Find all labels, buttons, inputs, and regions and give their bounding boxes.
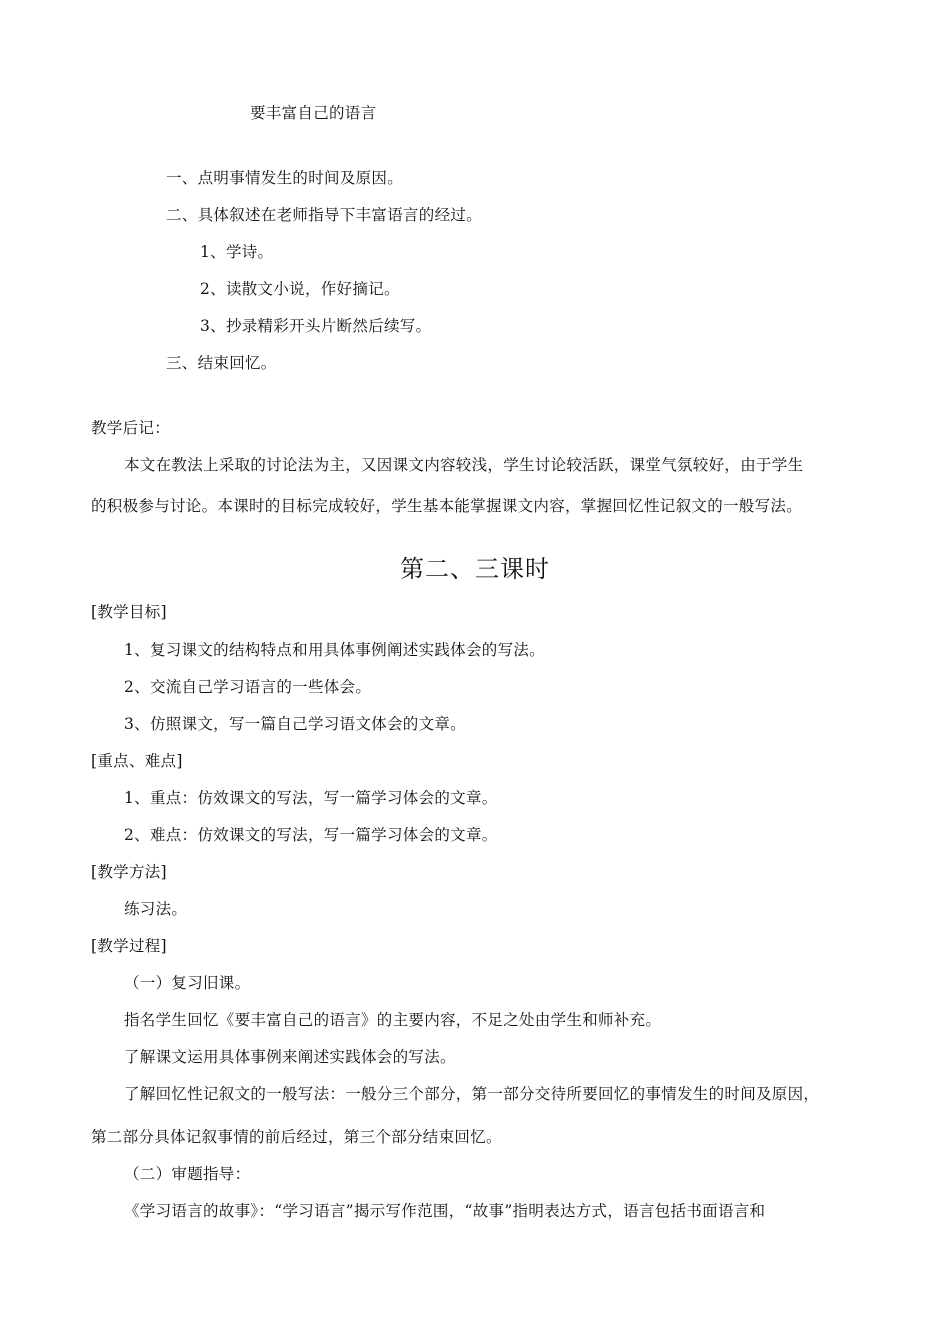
method-text: 练习法。 — [124, 900, 188, 918]
lesson-title: 第二、三课时 — [400, 555, 550, 583]
review-line: 了解课文运用具体事例来阐述实践体会的写法。 — [124, 1048, 456, 1066]
review-line: 了解回忆性记叙文的一般写法：一般分三个部分，第一部分交待所要回忆的事情发生的时间及原因， — [124, 1085, 820, 1103]
key-points-label: [重点、难点] — [91, 752, 183, 770]
topic-heading: （二）审题指导： — [124, 1165, 251, 1183]
goal-item: 2、交流自己学习语言的一些体会。 — [124, 678, 372, 696]
process-label: [教学过程] — [91, 937, 167, 955]
topic-line: 《学习语言的故事》：“学习语言”揭示写作范围，“故事”指明表达方式，语言包括书面语言和 — [124, 1202, 766, 1220]
afterword-heading: 教学后记： — [91, 419, 171, 437]
outline-item: 三、结束回忆。 — [166, 354, 277, 372]
method-label: [教学方法] — [91, 863, 167, 881]
key-point-item: 2、难点：仿效课文的写法，写一篇学习体会的文章。 — [124, 826, 498, 844]
outline-item: 二、具体叙述在老师指导下丰富语言的经过。 — [166, 206, 483, 224]
goals-label: [教学目标] — [91, 603, 167, 621]
outline-title: 要丰富自己的语言 — [250, 104, 377, 122]
outline-subitem: 1、学诗。 — [200, 243, 274, 261]
goal-item: 1、复习课文的结构特点和用具体事例阐述实践体会的写法。 — [124, 641, 545, 659]
afterword-line: 本文在教法上采取的讨论法为主，又因课文内容较浅，学生讨论较活跃，课堂气氛较好，由于学生 — [124, 456, 804, 474]
outline-subitem: 2、读散文小说，作好摘记。 — [200, 280, 400, 298]
review-line: 第二部分具体记叙事情的前后经过，第三个部分结束回忆。 — [91, 1128, 502, 1146]
outline-item: 一、点明事情发生的时间及原因。 — [166, 169, 404, 187]
key-point-item: 1、重点：仿效课文的写法，写一篇学习体会的文章。 — [124, 789, 498, 807]
review-heading: （一）复习旧课。 — [124, 974, 251, 992]
goal-item: 3、仿照课文，写一篇自己学习语文体会的文章。 — [124, 715, 466, 733]
afterword-line: 的积极参与讨论。本课时的目标完成较好，学生基本能掌握课文内容，掌握回忆性记叙文的一般写法。 — [91, 497, 803, 515]
review-line: 指名学生回忆《要丰富自己的语言》的主要内容，不足之处由学生和师补充。 — [124, 1011, 662, 1029]
outline-subitem: 3、抄录精彩开头片断然后续写。 — [200, 317, 432, 335]
